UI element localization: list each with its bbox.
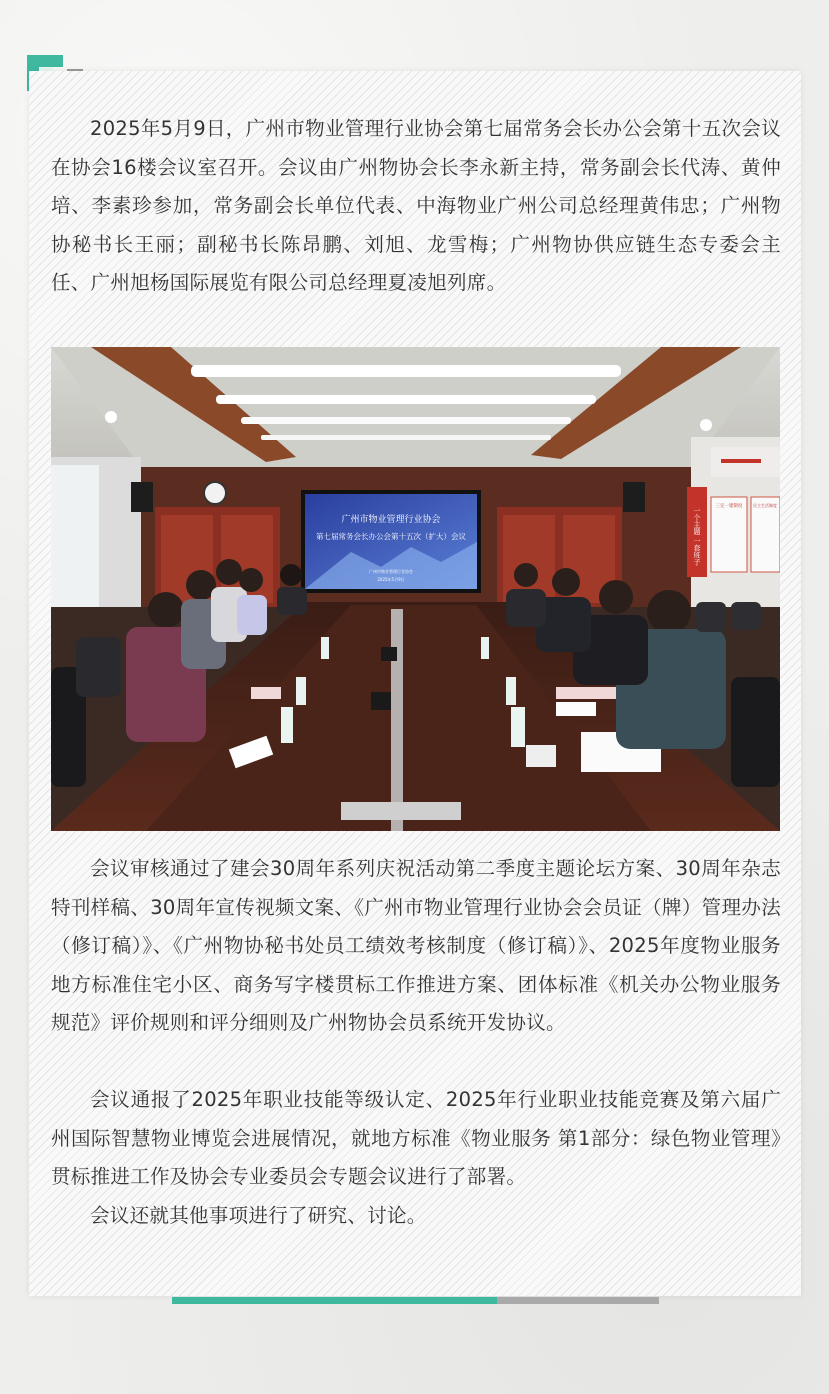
bottom-bar-gray-segment <box>497 1297 659 1304</box>
article-paragraph-1: 2025年5月9日，广州市物业管理行业协会第七届常务会长办公会第十五次会议在协会16楼会议室召开。会议由广州物协会长李永新主持，常务副会长代涛、黄仲培、李素珍参加，常务副会长单位代表、中海物业广州公司总经理黄伟忠；广州物协秘书长王丽；副秘书长陈昂鹏、刘旭、龙雪梅；广州物协供应链生态专委会主任、广州旭杨国际展览有限公司总经理夏凌旭列席。 <box>51 117 781 294</box>
bottom-progress-bar <box>172 1297 659 1304</box>
wall-board-title-2: 民主生活制度 <box>753 503 777 508</box>
screen-title: 广州市物业管理行业协会 <box>341 515 441 525</box>
bottom-bar-green-segment <box>172 1297 497 1304</box>
article-paragraph-4: 会议还就其他事项进行了研究、讨论。 <box>90 1204 427 1227</box>
wall-board-title: 三定一建制度 <box>715 504 743 509</box>
meeting-photo <box>51 347 780 831</box>
wall-banner: 一个主题 一套班子 <box>693 507 701 566</box>
screen-date: 2025年5月9日 <box>377 577 405 582</box>
article-paragraph-3: 会议通报了2025年职业技能等级认定、2025年行业职业技能竞赛及第六届广州国际智慧物业博览会进展情况，就地方标准《物业服务 第1部分：绿色物业管理》贯标推进工作及协会专业委员会专题会议进行了部署。 <box>51 1088 781 1188</box>
screen-subtitle: 第七届常务会长办公会第十五次（扩大）会议 <box>316 532 466 541</box>
article-paragraph-2: 会议审核通过了建会30周年系列庆祝活动第二季度主题论坛方案、30周年杂志特刊样稿、30周年宣传视频文案、《广州市物业管理行业协会会员证（牌）管理办法（修订稿）》、《广州物协秘书处员工绩效考核制度（修订稿）》、2025年度物业服务地方标准住宅小区、商务写字楼贯标工作推进方案、团体标准《机关办公物业服务规范》评价规则和评分细则及广州物协会员系统开发协议。 <box>51 857 781 1034</box>
screen-footer: 广州市物业管理行业协会 <box>369 569 413 574</box>
